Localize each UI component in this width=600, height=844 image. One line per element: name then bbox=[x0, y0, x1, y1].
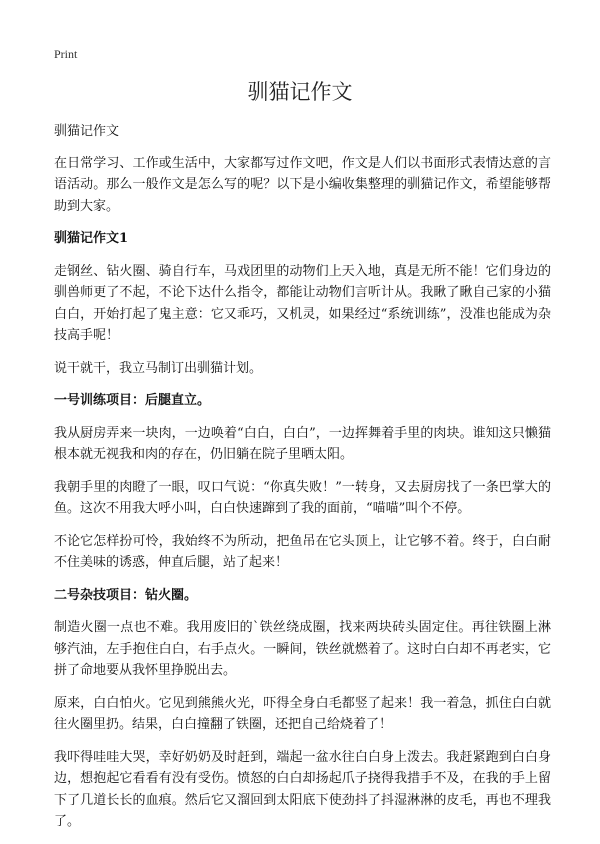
section-heading: 驯猫记作文1 bbox=[54, 231, 129, 246]
page-title: 驯猫记作文 bbox=[247, 80, 353, 104]
article-subtitle: 驯猫记作文 bbox=[54, 124, 120, 139]
paragraph: 制造火圈一点也不难。我用废旧的`铁丝绕成圈，找来两块砖头固定住。再往铁圈上淋够汽油，左手抱住白白，右手点火。一瞬间，铁丝就燃着了。这时白白却不再老实，它拼了命地要从我怀里挣脱出去。 bbox=[54, 620, 551, 678]
article-body bbox=[54, 121, 551, 844]
training-heading-2: 二号杂技项目：钻火圈。 bbox=[54, 587, 198, 603]
paragraph: 我从厨房弄来一块肉，一边唤着“白白，白白”，一边挥舞着手里的肉块。谁知这只懒猫根本就无视我和肉的存在，仍旧躺在院子里晒太阳。 bbox=[54, 425, 551, 462]
paragraph: 不论它怎样扮可怜，我始终不为所动，把鱼吊在它头顶上，让它够不着。终于，白白耐不住美味的诱惑，伸直后腿，站了起来！ bbox=[54, 533, 551, 570]
intro-paragraph: 在日常学习、工作或生活中，大家都写过作文吧，作文是人们以书面形式表情达意的言语活动。那么一般作文是怎么写的呢？以下是小编收集整理的驯猫记作文，希望能够帮助到大家。 bbox=[54, 155, 551, 214]
paragraph: 走钢丝、钻火圈、骑自行车，马戏团里的动物们上天入地，真是无所不能！它们身边的驯兽师更了不起，不论下达什么指令，都能让动物们言听计从。我瞅了瞅自己家的小猫白白，开始打起了鬼主意：它又乖巧，又机灵，如果经过“系统训练”，没准也能成为杂技高手呢！ bbox=[54, 263, 551, 343]
paragraph: 我朝手里的肉瞪了一眼，叹口气说：“你真失败！”一转身，又去厨房找了一条巴掌大的鱼。这次不用我大呼小叫，白白快速蹿到了我的面前，“喵喵”叫个不停。 bbox=[54, 479, 551, 516]
paragraph: 我吓得哇哇大哭，幸好奶奶及时赶到，端起一盆水往白白身上泼去。我赶紧跑到白白身边，想抱起它看看有没有受伤。愤怒的白白却扬起爪子挠得我措手不及，在我的手上留下了几道长长的血痕。然后它又溜回到太阳底下使劲抖了抖湿淋淋的皮毛，再也不理我了。 bbox=[54, 749, 551, 829]
paragraph: 原来，白白怕火。它见到熊熊火光，吓得全身白毛都竖了起来！我一着急，抓住白白就往火圈里扔。结果，白白撞翻了铁圈，还把自己给烧着了！ bbox=[54, 695, 551, 732]
print-link[interactable]: Print bbox=[54, 47, 78, 61]
training-heading-1: 一号训练项目：后腿直立。 bbox=[54, 393, 211, 408]
paragraph: 说干就干，我立马制订出驯猫计划。 bbox=[54, 360, 263, 376]
